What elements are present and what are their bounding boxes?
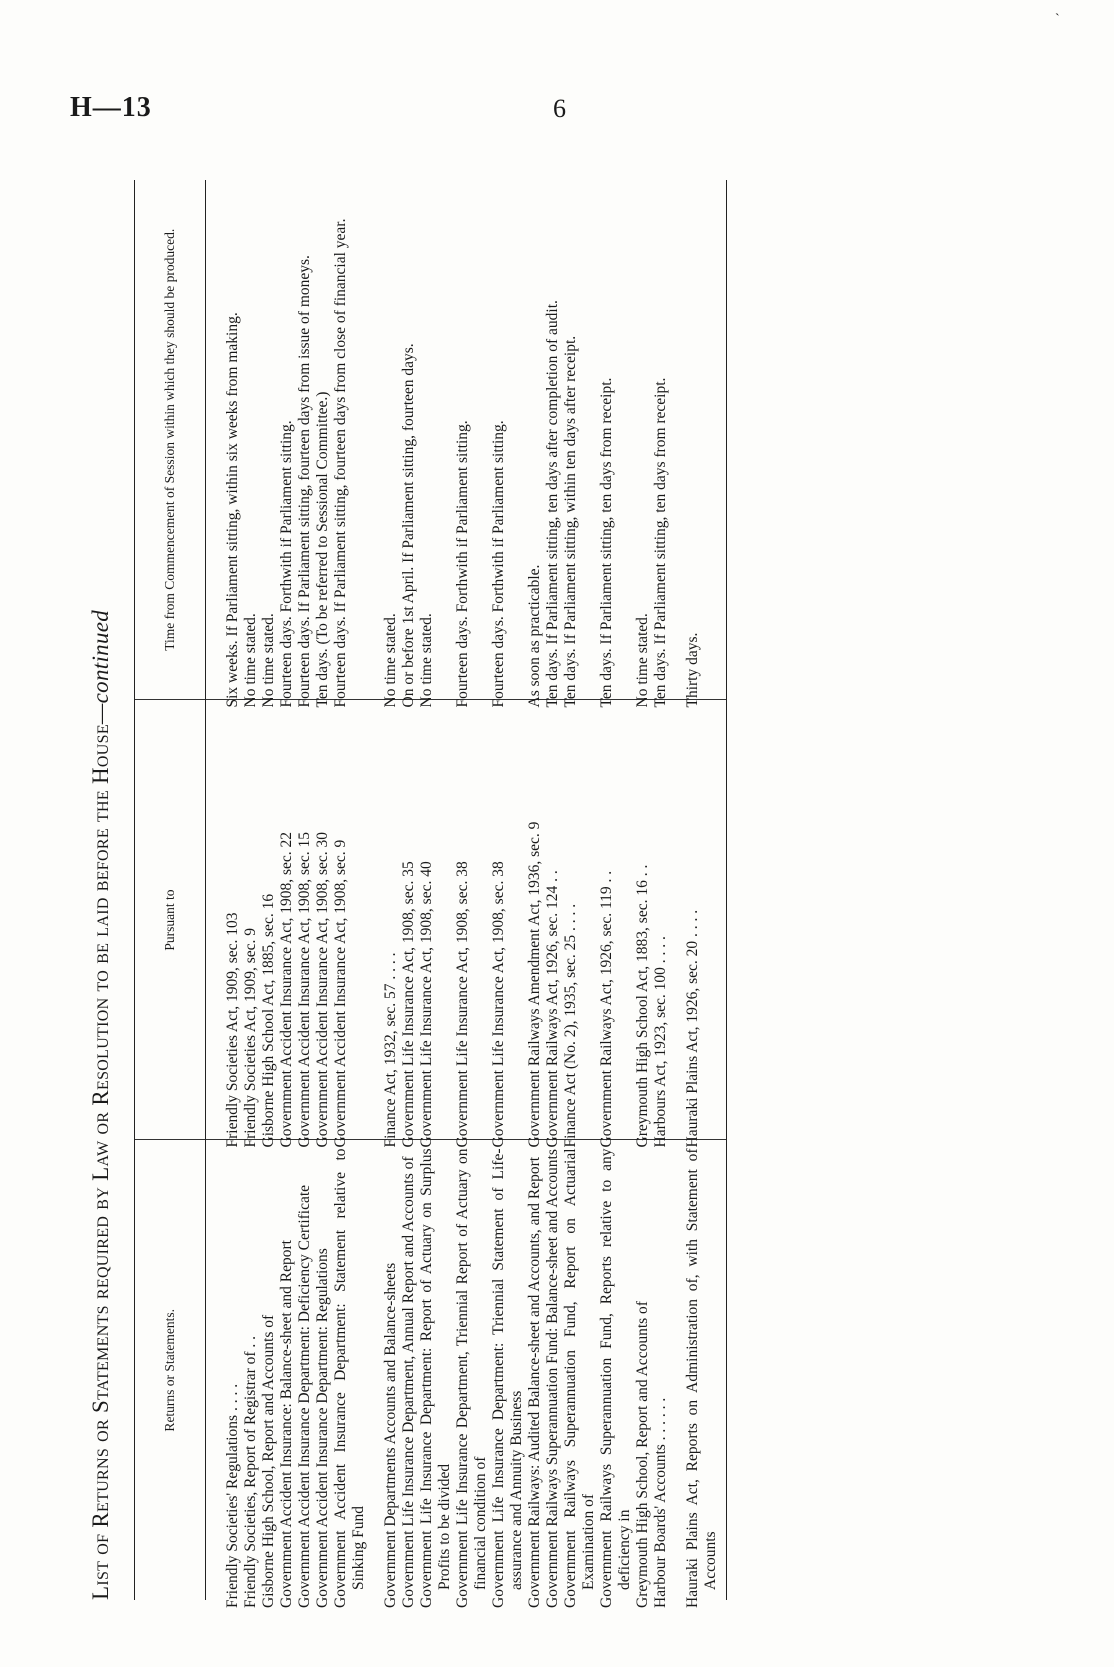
column-header-time: Time from Commencement of Session within which they should be produced.: [135, 180, 206, 700]
table-row: [526, 180, 544, 1600]
table-row: [206, 180, 243, 1600]
title-part: required by: [88, 1180, 113, 1306]
time-cell: Ten days. If Parliament sitting, ten days after completion of audit.: [544, 180, 562, 700]
returns-cell: Friendly Societies' Regulations . . . .: [224, 1383, 241, 1608]
title-continued: —continued: [88, 609, 113, 725]
page-number: 6: [553, 94, 566, 123]
rotated-table-block: [88, 180, 1034, 1608]
returns-cell: Government Life Insurance Department: Triennial Statement of Life-assurance and Annuity Business: [490, 1148, 525, 1608]
table-row: [634, 180, 652, 1600]
table-row: [652, 180, 670, 1600]
pursuant-cell: Government Railways Act, 1926, sec. 119 . .: [598, 700, 634, 1140]
corner-mark: `: [1055, 12, 1060, 27]
column-header-pursuant: Pursuant to: [135, 700, 206, 1140]
time-cell: No time stated.: [242, 180, 260, 700]
table-row: [598, 180, 634, 1600]
time-cell: No time stated.: [418, 180, 454, 700]
table-row: [454, 180, 490, 1600]
pursuant-cell: Hauraki Plains Act, 1926, sec. 20 . . . .: [670, 700, 727, 1140]
table-row: [314, 180, 332, 1600]
time-cell: Fourteen days. If Parliament sitting, fourteen days from issue of moneys.: [296, 180, 314, 700]
time-cell: Six weeks. If Parliament sitting, within six weeks from making.: [206, 180, 243, 700]
returns-cell: Gisborne High School, Report and Accounts of: [260, 1314, 277, 1608]
time-cell: Fourteen days. Forthwith if Parliament sitting.: [454, 180, 490, 700]
time-cell: Fourteen days. Forthwith if Parliament sitting.: [490, 180, 526, 700]
returns-cell: Government Life Insurance Department, Annual Report and Accounts of: [400, 1156, 417, 1608]
table-row: [670, 180, 727, 1600]
table-header-row: [135, 180, 206, 1600]
table-row: [400, 180, 418, 1600]
pursuant-cell: Finance Act, 1932, sec. 57 . . . .: [368, 700, 400, 1140]
pursuant-cell: Government Accident Insurance Act, 1908, sec. 22: [278, 700, 296, 1140]
pursuant-cell: Government Accident Insurance Act, 1908, sec. 30: [314, 700, 332, 1140]
pursuant-cell: Finance Act (No. 2), 1935, sec. 25 . . . .: [562, 700, 598, 1140]
returns-cell: Government Railways: Audited Balance-sheet and Accounts, and Report: [526, 1156, 543, 1608]
time-cell: No time stated.: [260, 180, 278, 700]
table-row: [278, 180, 296, 1600]
returns-cell: Government Railways Superannuation Fund: Balance-sheet and Accounts: [544, 1149, 561, 1608]
pursuant-cell: Government Life Insurance Act, 1908, sec. 38: [454, 700, 490, 1140]
returns-cell: Government Railways Superannuation Fund, Report on Actuarial Examination of: [562, 1148, 597, 1608]
returns-cell: Greymouth High School, Report and Accounts of: [634, 1301, 651, 1608]
returns-cell: Government Accident Insurance Department: Deficiency Certificate: [296, 1184, 313, 1608]
table-row: [242, 180, 260, 1600]
pursuant-cell: Government Accident Insurance Act, 1908, sec. 15: [296, 700, 314, 1140]
pursuant-cell: Government Life Insurance Act, 1908, sec. 35: [400, 700, 418, 1140]
column-header-returns: Returns or Statements.: [135, 1140, 206, 1600]
time-cell: No time stated.: [634, 180, 652, 700]
returns-cell: Government Life Insurance Department, Triennial Report of Actuary on financial condition of: [454, 1148, 489, 1608]
table-row: [490, 180, 526, 1600]
time-cell: Ten days. If Parliament sitting, within ten days after receipt.: [562, 180, 598, 700]
title-part: List of Returns or Statements: [88, 1305, 113, 1600]
table-row: [562, 180, 598, 1600]
page-reference: H—13: [70, 92, 152, 123]
pursuant-cell: Greymouth High School Act, 1883, sec. 16 . .: [634, 700, 652, 1140]
time-cell: Ten days. (To be referred to Sessional Committee.): [314, 180, 332, 700]
time-cell: Thirty days.: [670, 180, 727, 700]
time-cell: No time stated.: [368, 180, 400, 700]
table-row: [332, 180, 368, 1600]
returns-cell: Government Departments Accounts and Balance-sheets: [382, 1262, 399, 1608]
returns-cell: Hauraki Plains Act, Reports on Administration of, with Statement of Accounts: [670, 1140, 727, 1600]
time-cell: Fourteen days. Forthwith if Parliament sitting.: [278, 180, 296, 700]
returns-cell: Harbour Boards' Accounts . . . . . .: [652, 1397, 669, 1608]
pursuant-cell: Government Railways Amendment Act, 1936, sec. 9: [526, 700, 544, 1140]
table-row: [418, 180, 454, 1600]
title-part: House: [88, 724, 113, 784]
time-cell: Ten days. If Parliament sitting, ten days from receipt.: [598, 180, 634, 700]
returns-cell: Government Accident Insurance Department: Regulations: [314, 1248, 331, 1608]
table-row: [260, 180, 278, 1600]
returns-cell: Government Life Insurance Department: Report of Actuary on Surplus Profits to be divided: [418, 1148, 453, 1608]
pursuant-cell: Friendly Societies Act, 1909, sec. 103: [206, 700, 243, 1140]
returns-cell: Government Accident Insurance Department: Statement relative to Sinking Fund: [332, 1148, 367, 1608]
pursuant-cell: Gisborne High School Act, 1885, sec. 16: [260, 700, 278, 1140]
returns-cell: Government Railways Superannuation Fund, Reports relative to any deficiency in: [598, 1148, 633, 1608]
time-cell: Fourteen days. If Parliament sitting, fourteen days from close of financial year.: [332, 180, 368, 700]
pursuant-cell: Government Railways Act, 1926, sec. 124 . .: [544, 700, 562, 1140]
table-row: [544, 180, 562, 1600]
table-row: [368, 180, 400, 1600]
time-cell: As soon as practicable.: [526, 180, 544, 700]
table-row: [296, 180, 314, 1600]
title-part: Law or Resolution: [88, 997, 113, 1181]
pursuant-cell: Friendly Societies Act, 1909, sec. 9: [242, 700, 260, 1140]
pursuant-cell: Harbours Act, 1923, sec. 100 . . . .: [652, 700, 670, 1140]
returns-cell: Friendly Societies, Report of Registrar of . .: [242, 1335, 259, 1608]
time-cell: On or before 1st April. If Parliament sitting, fourteen days.: [400, 180, 418, 700]
pursuant-cell: Government Accident Insurance Act, 1908, sec. 9: [332, 700, 368, 1140]
returns-cell: Government Accident Insurance: Balance-sheet and Report: [278, 1240, 295, 1608]
pursuant-cell: Government Life Insurance Act, 1908, sec. 38: [490, 700, 526, 1140]
title-part: to be laid before the: [88, 783, 113, 998]
pursuant-cell: Government Life Insurance Act, 1908, sec. 40: [418, 700, 454, 1140]
document-title: [88, 180, 132, 1600]
time-cell: Ten days. If Parliament sitting, ten days from receipt.: [652, 180, 670, 700]
returns-table: [134, 180, 727, 1608]
